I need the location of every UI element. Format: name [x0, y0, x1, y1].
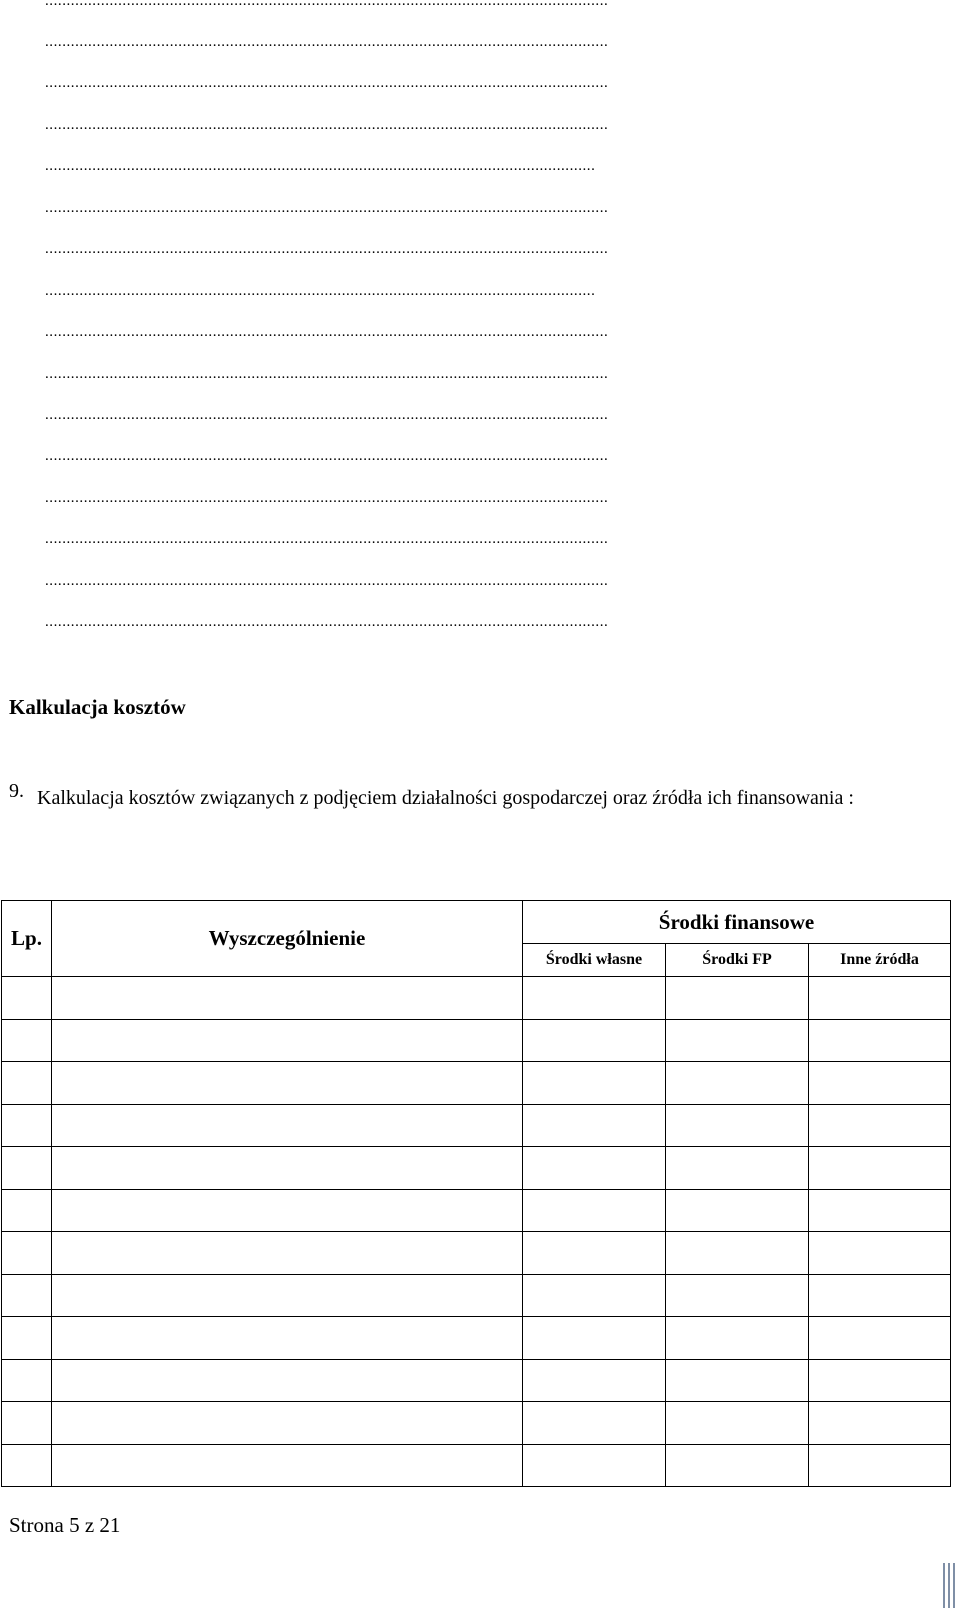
cell-description[interactable] [52, 1019, 523, 1062]
corner-decoration [940, 1563, 958, 1608]
table-row [2, 1232, 951, 1275]
dotted-answer-line[interactable]: ................................................................................................................................... [45, 490, 609, 506]
cell-other-sources[interactable] [809, 1359, 951, 1402]
dotted-answer-line[interactable]: ................................................................................................................................... [45, 75, 609, 91]
cell-lp[interactable] [2, 1317, 52, 1360]
cell-description[interactable] [52, 1104, 523, 1147]
cell-lp[interactable] [2, 1019, 52, 1062]
table-row [2, 1189, 951, 1232]
cell-description[interactable] [52, 1274, 523, 1317]
dotted-answer-line[interactable]: ................................................................................................................................... [45, 366, 609, 382]
dotted-answer-line[interactable]: ................................................................................................................................ [45, 158, 596, 174]
cell-own-funds[interactable] [523, 1189, 666, 1232]
section-heading: Kalkulacja kosztów [9, 695, 186, 719]
dotted-answer-line[interactable]: ................................................................................................................................... [45, 614, 609, 630]
dotted-answer-line[interactable]: ................................................................................................................................... [45, 241, 609, 257]
cell-lp[interactable] [2, 1062, 52, 1105]
cell-other-sources[interactable] [809, 1444, 951, 1487]
cell-description[interactable] [52, 1317, 523, 1360]
cell-fp-funds[interactable] [666, 977, 809, 1020]
cell-fp-funds[interactable] [666, 1232, 809, 1275]
corner-line [943, 1563, 945, 1608]
cell-fp-funds[interactable] [666, 1274, 809, 1317]
dotted-answer-line[interactable]: ................................................................................................................................... [45, 531, 609, 547]
cell-fp-funds[interactable] [666, 1317, 809, 1360]
cell-other-sources[interactable] [809, 1062, 951, 1105]
cell-fp-funds[interactable] [666, 1189, 809, 1232]
cell-own-funds[interactable] [523, 1147, 666, 1190]
header-description: Wyszczególnienie [52, 901, 523, 977]
cell-own-funds[interactable] [523, 1274, 666, 1317]
cell-own-funds[interactable] [523, 1402, 666, 1445]
cell-fp-funds[interactable] [666, 1062, 809, 1105]
item-number: 9. [9, 780, 24, 802]
table-body [2, 977, 951, 1487]
cell-other-sources[interactable] [809, 977, 951, 1020]
cell-description[interactable] [52, 1189, 523, 1232]
cell-lp[interactable] [2, 1274, 52, 1317]
cell-other-sources[interactable] [809, 1232, 951, 1275]
dotted-answer-line[interactable]: ................................................................................................................................... [45, 407, 609, 423]
cell-description[interactable] [52, 977, 523, 1020]
header-own-funds: Środki własne [523, 944, 666, 977]
cell-lp[interactable] [2, 977, 52, 1020]
cell-description[interactable] [52, 1147, 523, 1190]
cell-fp-funds[interactable] [666, 1147, 809, 1190]
cell-other-sources[interactable] [809, 1104, 951, 1147]
cell-own-funds[interactable] [523, 1104, 666, 1147]
cell-description[interactable] [52, 1402, 523, 1445]
cell-fp-funds[interactable] [666, 1359, 809, 1402]
table-row [2, 1444, 951, 1487]
cost-calculation-table [1, 900, 951, 1487]
page-number: Strona 5 z 21 [9, 1513, 121, 1537]
cell-description[interactable] [52, 1232, 523, 1275]
cell-other-sources[interactable] [809, 1189, 951, 1232]
cell-other-sources[interactable] [809, 1402, 951, 1445]
cell-other-sources[interactable] [809, 1147, 951, 1190]
cell-fp-funds[interactable] [666, 1402, 809, 1445]
cell-fp-funds[interactable] [666, 1019, 809, 1062]
cell-other-sources[interactable] [809, 1019, 951, 1062]
cell-own-funds[interactable] [523, 1232, 666, 1275]
table-row [2, 1062, 951, 1105]
table-row [2, 1402, 951, 1445]
cell-lp[interactable] [2, 1104, 52, 1147]
table-row [2, 1019, 951, 1062]
dotted-answer-line[interactable]: ................................................................................................................................... [45, 200, 609, 216]
table-row [2, 1147, 951, 1190]
corner-line [953, 1563, 955, 1608]
item-text: Kalkulacja kosztów związanych z podjęciem działalności gospodarczej oraz źródła ich finansowania : [37, 787, 854, 809]
dotted-answer-line[interactable]: ................................................................................................................................... [45, 573, 609, 589]
cell-description[interactable] [52, 1444, 523, 1487]
cell-own-funds[interactable] [523, 1019, 666, 1062]
cell-description[interactable] [52, 1359, 523, 1402]
header-financial-means: Środki finansowe [523, 901, 951, 944]
dotted-answer-line[interactable]: ................................................................................................................................ [45, 283, 596, 299]
table-row [2, 1359, 951, 1402]
corner-line [948, 1563, 950, 1608]
cell-lp[interactable] [2, 1147, 52, 1190]
table-row [2, 977, 951, 1020]
table-row [2, 1104, 951, 1147]
cell-lp[interactable] [2, 1444, 52, 1487]
table-row [2, 1274, 951, 1317]
cell-description[interactable] [52, 1062, 523, 1105]
cell-own-funds[interactable] [523, 1359, 666, 1402]
dotted-answer-line[interactable]: ................................................................................................................................... [45, 34, 609, 50]
cell-own-funds[interactable] [523, 977, 666, 1020]
header-lp: Lp. [2, 901, 52, 977]
cell-other-sources[interactable] [809, 1317, 951, 1360]
dotted-answer-line[interactable]: ................................................................................................................................... [45, 0, 609, 9]
cell-fp-funds[interactable] [666, 1104, 809, 1147]
cell-lp[interactable] [2, 1359, 52, 1402]
dotted-answer-line[interactable]: ................................................................................................................................... [45, 448, 609, 464]
dotted-answer-line[interactable]: ................................................................................................................................... [45, 324, 609, 340]
cell-other-sources[interactable] [809, 1274, 951, 1317]
cell-lp[interactable] [2, 1402, 52, 1445]
header-fp-funds: Środki FP [666, 944, 809, 977]
cell-own-funds[interactable] [523, 1444, 666, 1487]
cell-own-funds[interactable] [523, 1062, 666, 1105]
cell-fp-funds[interactable] [666, 1444, 809, 1487]
cell-own-funds[interactable] [523, 1317, 666, 1360]
cell-lp[interactable] [2, 1232, 52, 1275]
table-row [2, 1317, 951, 1360]
cell-lp[interactable] [2, 1189, 52, 1232]
header-other-sources: Inne źródła [809, 944, 951, 977]
dotted-answer-line[interactable]: ................................................................................................................................... [45, 117, 609, 133]
